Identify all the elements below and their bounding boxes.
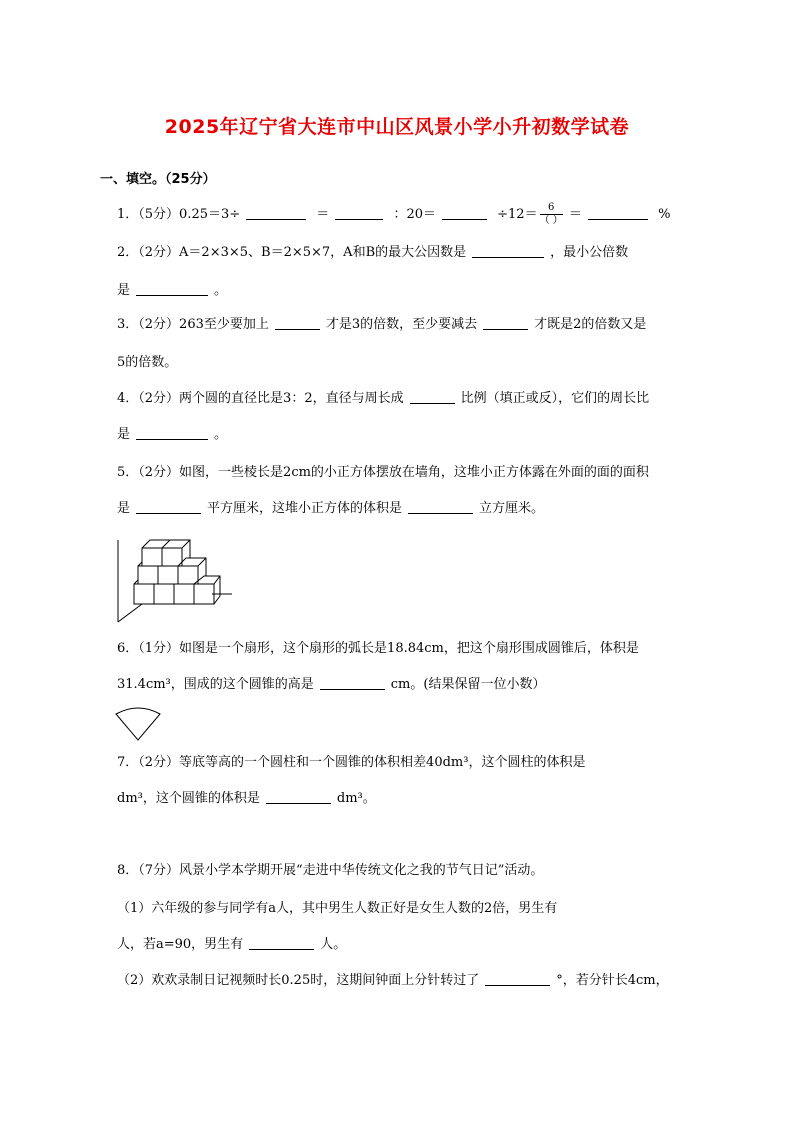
question-2-line2: 是 。 — [117, 283, 228, 298]
question-7-line2: dm³，这个圆锥的体积是 dm³。 — [117, 791, 376, 806]
question-8-part1: （1）六年级的参与同学有a人，其中男生人数正好是女生人数的2倍，男生有 — [117, 901, 558, 916]
blank[interactable] — [483, 315, 528, 330]
question-5-line2: 是 平方厘米，这堆小正方体的体积是 立方厘米。 — [117, 501, 545, 516]
question-6-line2: 31.4cm³，围成的这个圆锥的高是 cm。(结果保留一位小数） — [117, 677, 546, 692]
question-1: 1．（5分）0.25＝3÷ ＝ ：20＝ ÷12＝ $\frac{6}{( )}$ ＝ % — [117, 202, 671, 226]
blank[interactable] — [136, 425, 208, 440]
blank[interactable] — [136, 281, 208, 296]
sector-figure — [114, 704, 162, 742]
question-8-part1-line2: 人，若a=90，男生有 人。 — [117, 937, 347, 952]
blank[interactable] — [266, 789, 331, 804]
blank[interactable] — [588, 205, 648, 220]
fraction: $\frac{6}{( )}$ — [539, 202, 563, 226]
exam-title: 2025年辽宁省大连市中山区风景小学小升初数学试卷 — [164, 116, 630, 138]
blank[interactable] — [485, 971, 550, 986]
question-7: 7．（2分）等底等高的一个圆柱和一个圆锥的体积相差40dm³，这个圆柱的体积是 — [117, 755, 586, 770]
question-8: 8．（7分）风景小学本学期开展“走进中华传统文化之我的节气日记”活动。 — [117, 863, 544, 878]
blank[interactable] — [320, 675, 385, 690]
blank[interactable] — [249, 935, 314, 950]
blank[interactable] — [136, 499, 201, 514]
blank[interactable] — [408, 499, 473, 514]
question-6: 6．（1分）如图是一个扇形，这个扇形的弧长是18.84cm，把这个扇形围成圆锥后，体积是 — [117, 641, 639, 656]
blank[interactable] — [442, 205, 487, 220]
question-4-line2: 是 。 — [117, 427, 228, 442]
blank[interactable] — [335, 205, 383, 220]
question-5: 5．（2分）如图，一些棱长是2cm的小正方体摆放在墙角，这堆小正方体露在外面的面的面积 — [117, 465, 649, 480]
question-3-line2: 5的倍数。 — [117, 355, 178, 370]
section-fill-blank: 一、填空。（25分） — [100, 172, 216, 187]
blank[interactable] — [275, 315, 320, 330]
question-2: 2．（2分）A＝2×3×5、B＝2×5×7，A和B的最大公因数是 ，最小公倍数 — [117, 245, 629, 260]
question-4: 4．（2分）两个圆的直径比是3：2，直径与周长成 比例（填正或反），它们的周长比 — [117, 391, 650, 406]
blank[interactable] — [472, 243, 544, 258]
blank[interactable] — [410, 389, 455, 404]
question-3: 3．（2分）263至少要加上 才是3的倍数，至少要减去 才既是2的倍数又是 — [117, 317, 647, 332]
cube-stack-figure — [112, 532, 237, 624]
question-8-part2: （2）欢欢录制日记视频时长0.25时，这期间钟面上分针转过了 °，若分针长4cm， — [117, 973, 669, 988]
blank[interactable] — [246, 205, 306, 220]
